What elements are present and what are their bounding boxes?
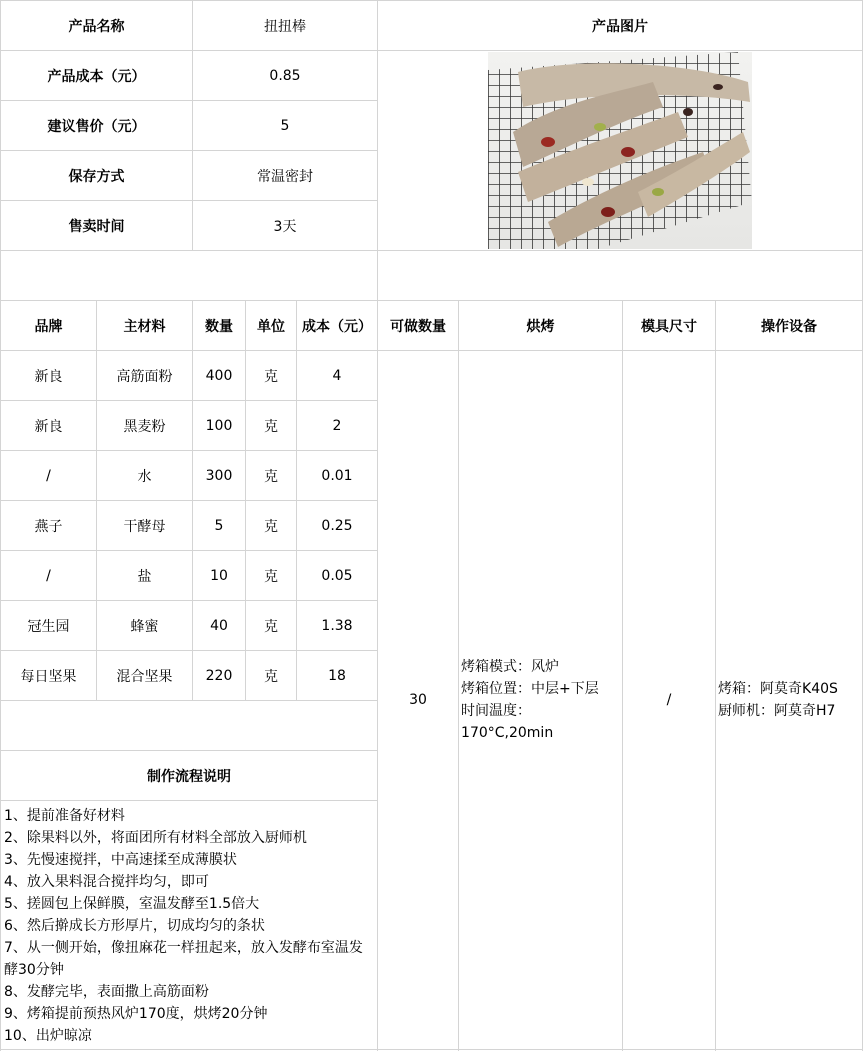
ingredient-header-row [1, 301, 863, 351]
cell-material: 蜂蜜 [97, 601, 193, 651]
cell-quantity: 220 [193, 651, 246, 701]
product-image-label: 产品图片 [378, 1, 863, 51]
cell-brand: 每日坚果 [1, 651, 97, 701]
header-quantity: 数量 [193, 301, 246, 351]
process-step: 9、烤箱提前预热风炉170度，烘烤20分钟 [4, 1006, 268, 1022]
cell-cost: 0.25 [297, 501, 378, 551]
header-yield: 可做数量 [378, 301, 459, 351]
process-step: 7、从一侧开始，像扭麻花一样扭起来，放入发酵布室温发酵30分钟 [4, 940, 363, 978]
cell-quantity: 10 [193, 551, 246, 601]
product-image-cell [378, 51, 863, 251]
process-step: 5、搓圆包上保鲜膜，室温发酵至1.5倍大 [4, 896, 260, 912]
product-name-value: 扭扭棒 [193, 1, 378, 51]
cell-unit: 克 [246, 451, 297, 501]
cell-material: 黑麦粉 [97, 401, 193, 451]
cell-quantity: 5 [193, 501, 246, 551]
header-baking: 烘烤 [459, 301, 623, 351]
process-title: 制作流程说明 [1, 751, 378, 801]
cell-material: 干酵母 [97, 501, 193, 551]
cell-brand: / [1, 551, 97, 601]
product-cost-label: 产品成本（元） [1, 51, 193, 101]
spacer-cell [1, 251, 378, 301]
cell-material: 盐 [97, 551, 193, 601]
product-cost-value: 0.85 [193, 51, 378, 101]
process-step: 8、发酵完毕，表面撒上高筋面粉 [4, 984, 209, 1000]
process-steps [1, 801, 378, 1050]
product-shelf-label: 售卖时间 [1, 201, 193, 251]
cell-material: 水 [97, 451, 193, 501]
product-price-value: 5 [193, 101, 378, 151]
process-step: 2、除果料以外，将面团所有材料全部放入厨师机 [4, 830, 307, 846]
product-storage-value: 常温密封 [193, 151, 378, 201]
cell-unit: 克 [246, 351, 297, 401]
process-step: 10、出炉晾凉 [4, 1028, 92, 1044]
cell-brand: / [1, 451, 97, 501]
process-step: 4、放入果料混合搅拌均匀，即可 [4, 874, 209, 890]
process-step: 6、然后擀成长方形厚片，切成均匀的条状 [4, 918, 265, 934]
spacer-cell [1, 701, 378, 751]
equipment-details: 烤箱：阿莫奇K40S 厨师机：阿莫奇H7 [716, 351, 863, 1050]
cell-material: 高筋面粉 [97, 351, 193, 401]
cell-material: 混合坚果 [97, 651, 193, 701]
mold-size-value: / [623, 351, 716, 1050]
cell-unit: 克 [246, 601, 297, 651]
header-unit: 单位 [246, 301, 297, 351]
spacer-cell [378, 251, 863, 301]
cell-quantity: 400 [193, 351, 246, 401]
cell-unit: 克 [246, 551, 297, 601]
cell-cost: 4 [297, 351, 378, 401]
header-cost: 成本（元） [297, 301, 378, 351]
baking-details: 烤箱模式：风炉 烤箱位置：中层+下层 时间温度： 170°C,20min [459, 351, 623, 1050]
cell-cost: 1.38 [297, 601, 378, 651]
cell-brand: 燕子 [1, 501, 97, 551]
table-row [1, 351, 863, 401]
process-step: 1、提前准备好材料 [4, 808, 125, 824]
yield-value: 30 [378, 351, 459, 1050]
cell-brand: 新良 [1, 351, 97, 401]
cell-cost: 0.05 [297, 551, 378, 601]
product-photo [488, 52, 752, 249]
cell-unit: 克 [246, 651, 297, 701]
cell-unit: 克 [246, 501, 297, 551]
header-equipment: 操作设备 [716, 301, 863, 351]
product-storage-label: 保存方式 [1, 151, 193, 201]
cell-cost: 18 [297, 651, 378, 701]
product-shelf-value: 3天 [193, 201, 378, 251]
header-brand: 品牌 [1, 301, 97, 351]
cell-unit: 克 [246, 401, 297, 451]
cell-cost: 2 [297, 401, 378, 451]
header-mold: 模具尺寸 [623, 301, 716, 351]
product-name-label: 产品名称 [1, 1, 193, 51]
cell-quantity: 300 [193, 451, 246, 501]
cell-quantity: 40 [193, 601, 246, 651]
header-material: 主材料 [97, 301, 193, 351]
cell-cost: 0.01 [297, 451, 378, 501]
cell-brand: 冠生园 [1, 601, 97, 651]
cell-brand: 新良 [1, 401, 97, 451]
process-step: 3、先慢速搅拌，中高速揉至成薄膜状 [4, 852, 237, 868]
product-price-label: 建议售价（元） [1, 101, 193, 151]
cell-quantity: 100 [193, 401, 246, 451]
